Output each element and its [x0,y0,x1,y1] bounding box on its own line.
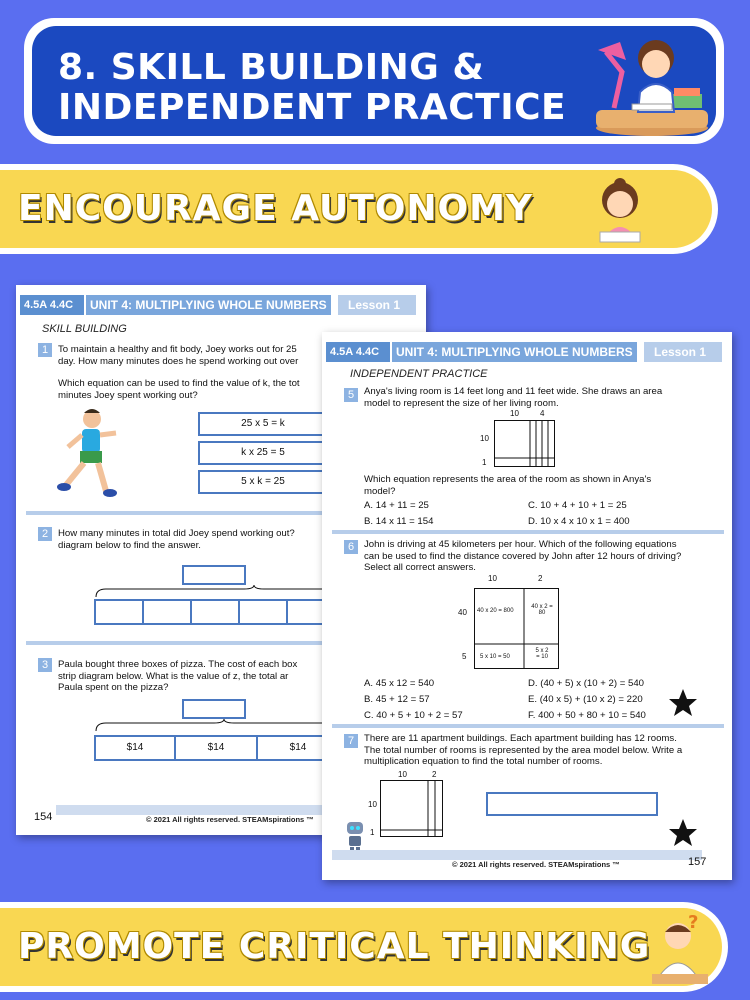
girl-studying-icon [592,32,712,136]
running-boy-icon [56,407,126,499]
thinking-boy-icon [650,912,710,988]
girl-writing-icon [590,176,650,246]
title-banner [24,18,724,144]
page-header: 4.5A 4.4C UNIT 4: MULTIPLYING WHOLE NUMBERS Lesson 1 [322,342,732,362]
super-star-icon [668,818,698,848]
area-model [380,780,444,838]
page-header: 4.5A 4.4C UNIT 4: MULTIPLYING WHOLE NUMBERS Lesson 1 [16,295,426,315]
promote-pill: PROMOTE CRITICAL THINKING ? [0,902,728,992]
independent-practice-page: 4.5A 4.4C UNIT 4: MULTIPLYING WHOLE NUMBERS Lesson 1 INDEPENDENT PRACTICE 5 Anya's living room is 14 feet long and 11 feet wide. She draws an area model to represent the size of her living room. 10 4 10 1 Which equation represents the area of the room as shown in Anya's model? A. 14 + 11 = 25 C. 10 + 4 + 10 + 1 = 25 B. 14 x 11 = 154 D. 10 x 4 x 10 x 1 = 400 6 John is driving at 45 kilometers per hour. Which of the following equations can be used to find the distance covered by John after 12 hours of driving? Select all correct answers. 10 2 40 5 40 x 20 = 800 40 x 2 = 80 5 x 10 = 50 5 x 2 = 10 A. 45 x 12 = 540 D. (40 + 5) x (10 + 2) = 540 B. 45 + 12 = 57 E. (40 x 5) + (10 x 2) = 220 C. 40 + 5 + 10 + 2 = 57 F. 400 + 50 + 80 + 10 = 540 7 There are 11 apartment buildings. Each apartment building has 12 rooms. The total number of rooms is represented by the area model below. Write a multiplication equation to find the total number of rooms. 10 2 10 1 © 2021 All rights reserved. STEAMspirations ™ 157 [322,332,732,880]
banner-title: 8. SKILL BUILDING & INDEPENDENT PRACTICE [58,47,567,128]
super-star-icon [668,688,698,718]
svg-text:?: ? [688,912,699,933]
skill-building-page: 4.5A 4.4C UNIT 4: MULTIPLYING WHOLE NUMBERS Lesson 1 SKILL BUILDING 1 To maintain a healthy and fit body, Joey works out for 25 day. How many minutes does he spend working out over Which equation can be used to find the value of k, the tot minutes Joey spent working out? 25 x 5 = k k x 25 = 5 5 x k = 25 2 How many minutes in total did Joey spend working out? diagram below to find the answer. 3 Paula bought three boxes of pizza. The cost of each box strip diagram below. What is the value of z, the total ar Paula spent on the pizza? $14 $14 $14 154 © 2021 All rights reserved. STEAMspirations ™ [16,285,426,835]
encourage-pill: ENCOURAGE AUTONOMY [0,164,718,254]
area-model [494,420,556,468]
